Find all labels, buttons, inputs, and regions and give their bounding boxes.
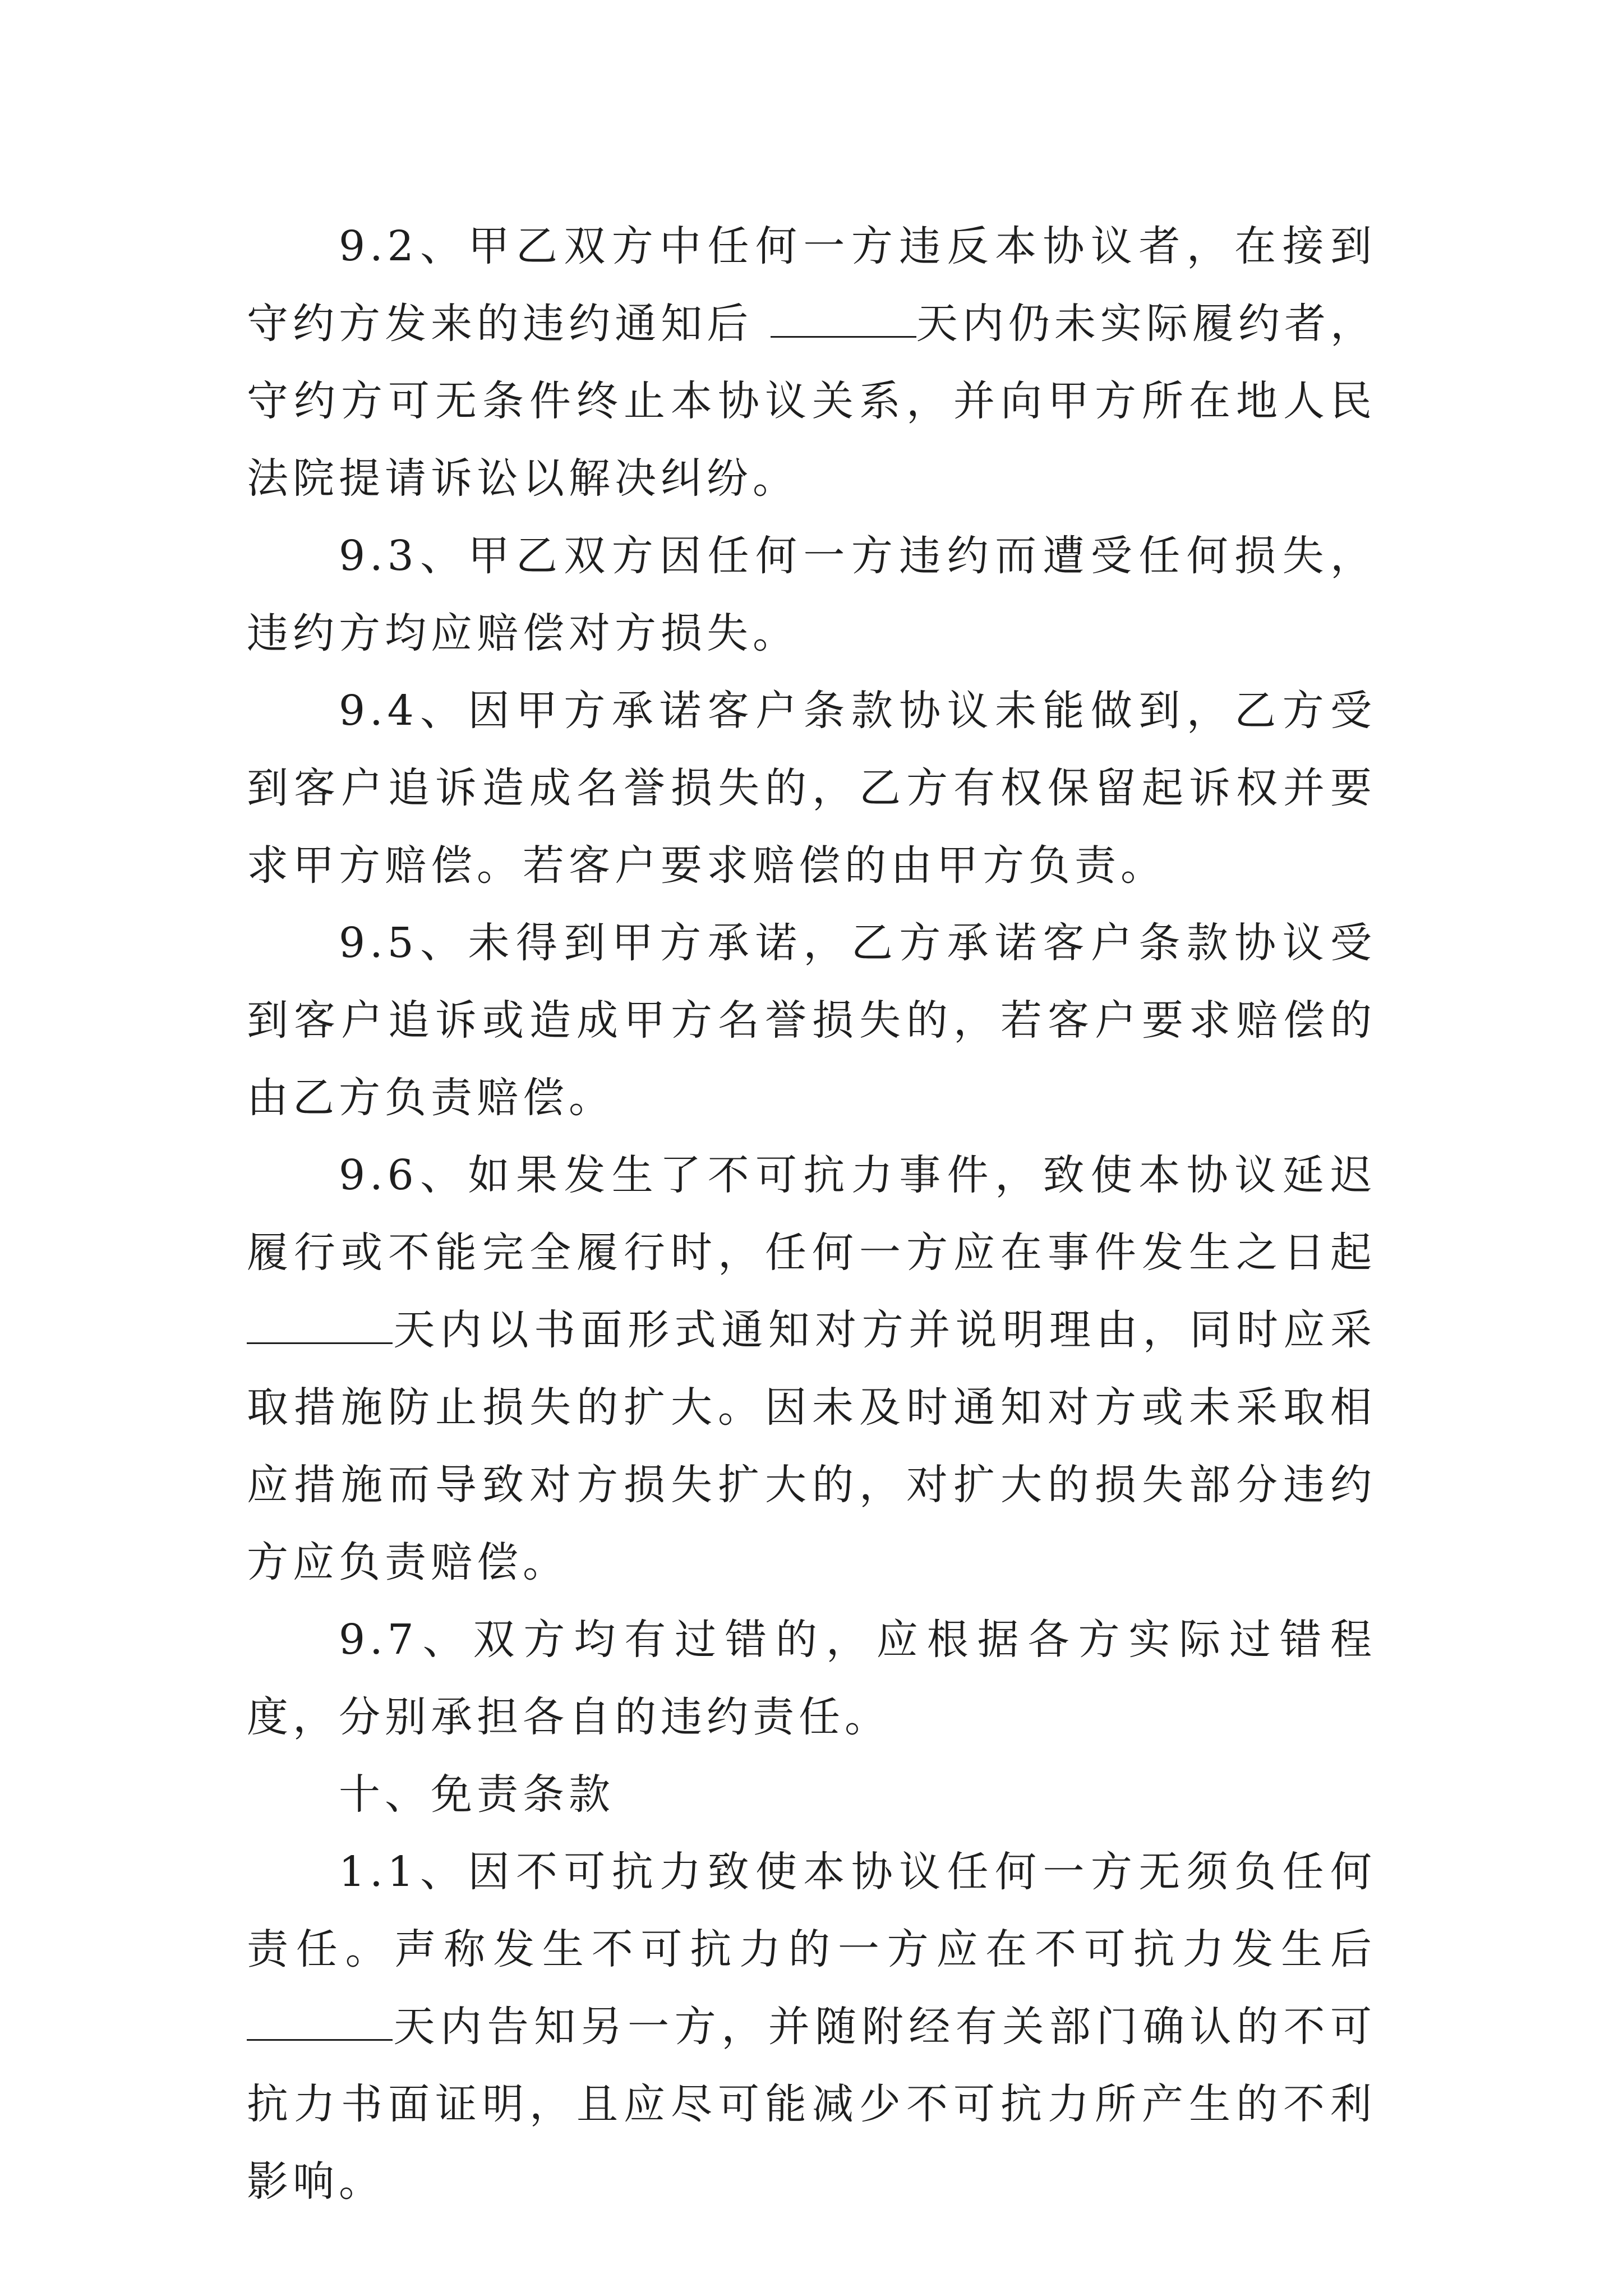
blank-days-field [771, 302, 916, 338]
clause-9-7-text: 9.7、双方均有过错的，应根据各方实际过错程度，分别承担各自的违约责任。 [247, 1616, 1376, 1741]
clause-9-4 [247, 672, 1376, 904]
clause-9-2-text-a: 9.2、甲乙双方中任何一方违反本协议者，在接到守约方发来的违约通知后 [247, 222, 1376, 348]
blank-days-field [247, 1309, 393, 1344]
clause-1-1-text-a: 1.1、因不可抗力致使本协议任何一方无须负任何责任。声称发生不可抗力的一方应在不可抗力发生后 [247, 1848, 1376, 1973]
clause-1-1-text-b: 天内告知另一方，并随附经有关部门确认的不可抗力书面证明，且应尽可能减少不可抗力所产生的不利影响。 [247, 2003, 1376, 2206]
clause-9-6 [247, 1137, 1376, 1601]
clause-9-2-text-b: 天内仍未实际履约者，守约方可无条件终止本协议关系，并向甲方所在地人民法院提请诉讼以解决纠纷。 [247, 300, 1376, 503]
clause-9-4-text: 9.4、因甲方承诺客户条款协议未能做到，乙方受到客户追诉造成名誉损失的，乙方有权保留起诉权并要求甲方赔偿。若客户要求赔偿的由甲方负责。 [247, 687, 1376, 890]
clause-9-3 [247, 517, 1376, 672]
clause-9-6-text-b: 天内以书面形式通知对方并说明理由，同时应采取措施防止损失的扩大。因未及时通知对方或未采取相应措施而导致对方损失扩大的，对扩大的损失部分违约方应负责赔偿。 [247, 1306, 1376, 1586]
clause-9-6-text-a: 9.6、如果发生了不可抗力事件，致使本协议延迟履行或不能完全履行时，任何一方应在事件发生之日起 [247, 1151, 1376, 1277]
section-heading-10 [247, 1756, 1376, 1833]
clause-9-7 [247, 1601, 1376, 1756]
clause-1-1 [247, 1833, 1376, 2220]
clause-9-2 [247, 208, 1376, 517]
clause-9-3-text: 9.3、甲乙双方因任何一方违约而遭受任何损失，违约方均应赔偿对方损失。 [247, 532, 1376, 657]
blank-days-field [247, 2005, 393, 2041]
clause-9-5 [247, 904, 1376, 1137]
section-heading-10-text: 十、免责条款 [339, 1770, 615, 1819]
clause-9-5-text: 9.5、未得到甲方承诺，乙方承诺客户条款协议受到客户追诉或造成甲方名誉损失的，若客户要求赔偿的由乙方负责赔偿。 [247, 919, 1376, 1122]
